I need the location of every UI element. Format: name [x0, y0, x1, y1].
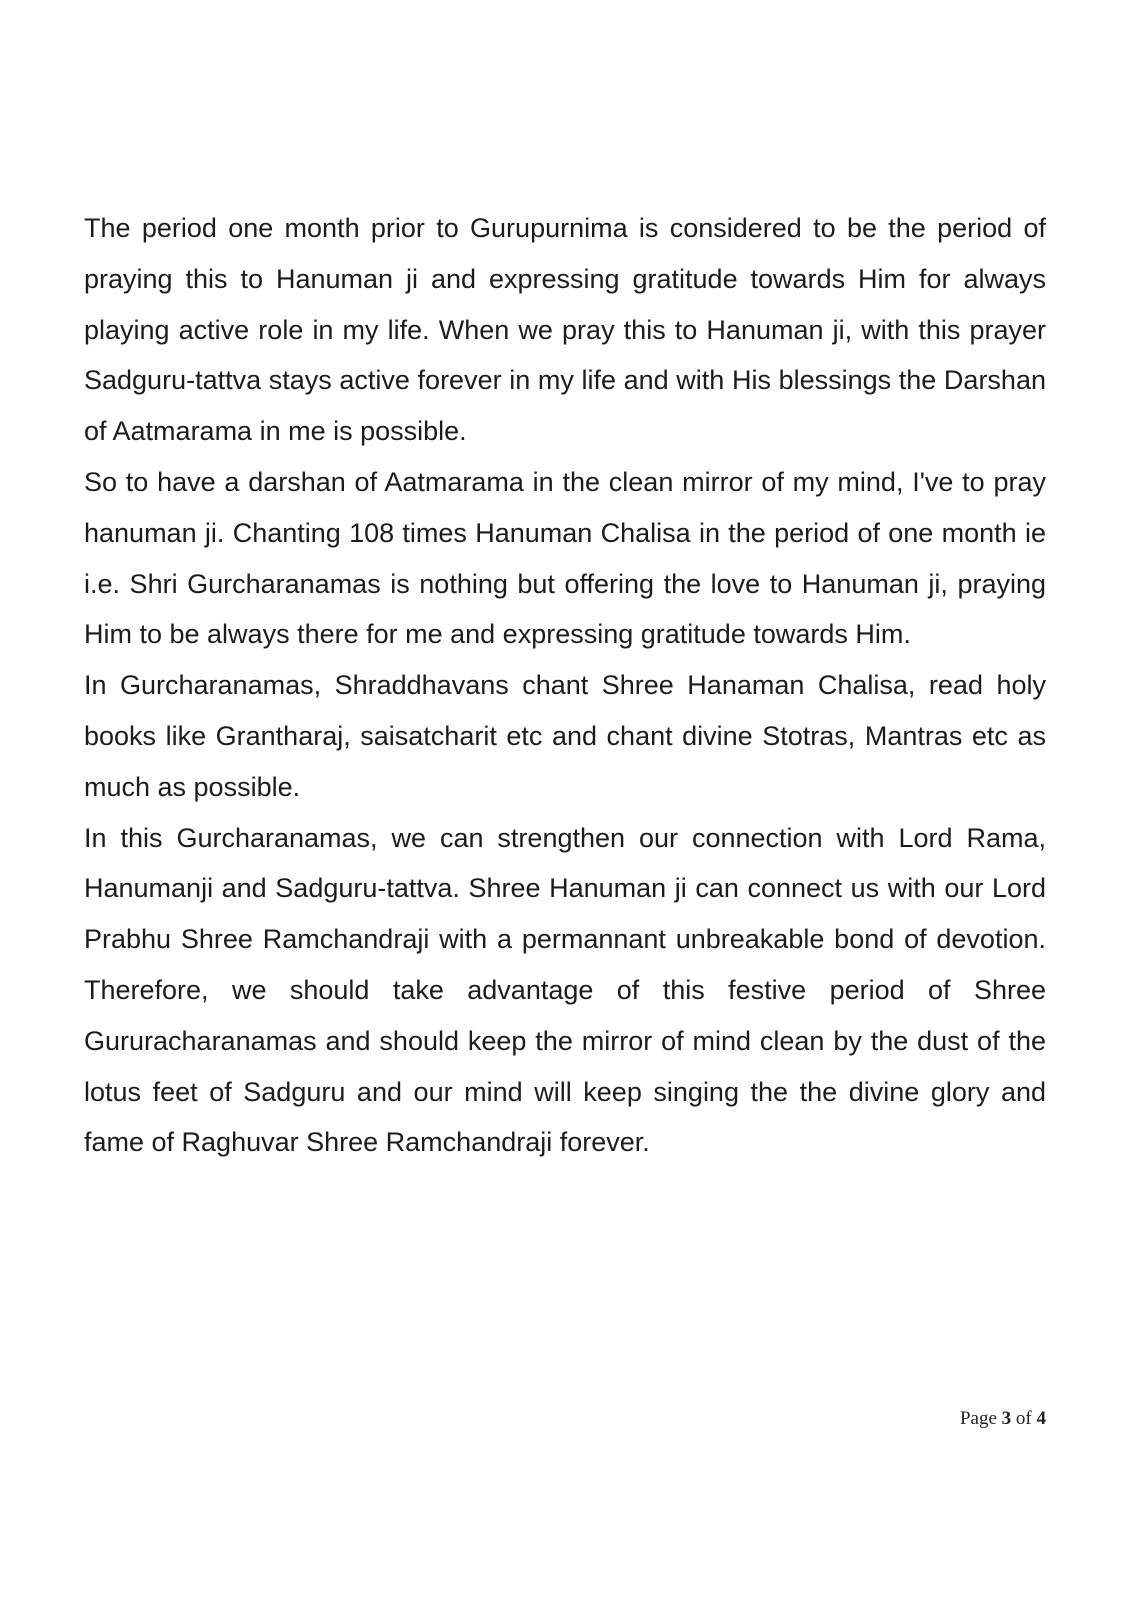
- page-label: Page: [959, 1408, 997, 1429]
- paragraph-2: So to have a darshan of Aatmarama in the clean mirror of my mind, I've to pray hanuman ji. Chanting 108 times Hanuman Chalisa in the period of one month ie i.e. Shri Gurcharanamas is nothing but offering the love to Hanuman ji, praying Him to be always there for me and expressing gratitude towards Him.: [84, 466, 1046, 650]
- page-number-footer: [960, 1408, 1046, 1430]
- paragraph-4: In this Gurcharanamas, we can strengthen our connection with Lord Rama, Hanumanji and Sadguru-tattva. Shree Hanuman ji can connect us with our Lord Prabhu Shree Ramchandraji with a permannant unbreakable bond of devotion. Therefore, we should take advantage of this festive period of Shree Gururacharanamas and should keep the mirror of mind clean by the dust of the lotus feet of Sadguru and our mind will keep singing the the divine glory and fame of Raghuvar Shree Ramchandraji forever.: [84, 822, 1046, 1158]
- paragraph-3: In Gurcharanamas, Shraddhavans chant Shree Hanaman Chalisa, read holy books like Grantharaj, saisatcharit etc and chant divine Stotras, Mantras etc as much as possible.: [84, 670, 1046, 802]
- paragraph-1: The period one month prior to Gurupurnima is considered to be the period of praying this to Hanuman ji and expressing gratitude towards Him for always playing active role in my life. When we pray this to Hanuman ji, with this prayer Sadguru-tattva stays active forever in my life and with His blessings the Darshan of Aatmarama in me is possible.: [84, 213, 1046, 447]
- body-text: [84, 203, 1046, 1168]
- total-pages-number: 4: [1036, 1408, 1046, 1429]
- current-page-number: 3: [1001, 1408, 1012, 1429]
- of-label: of: [1015, 1408, 1032, 1429]
